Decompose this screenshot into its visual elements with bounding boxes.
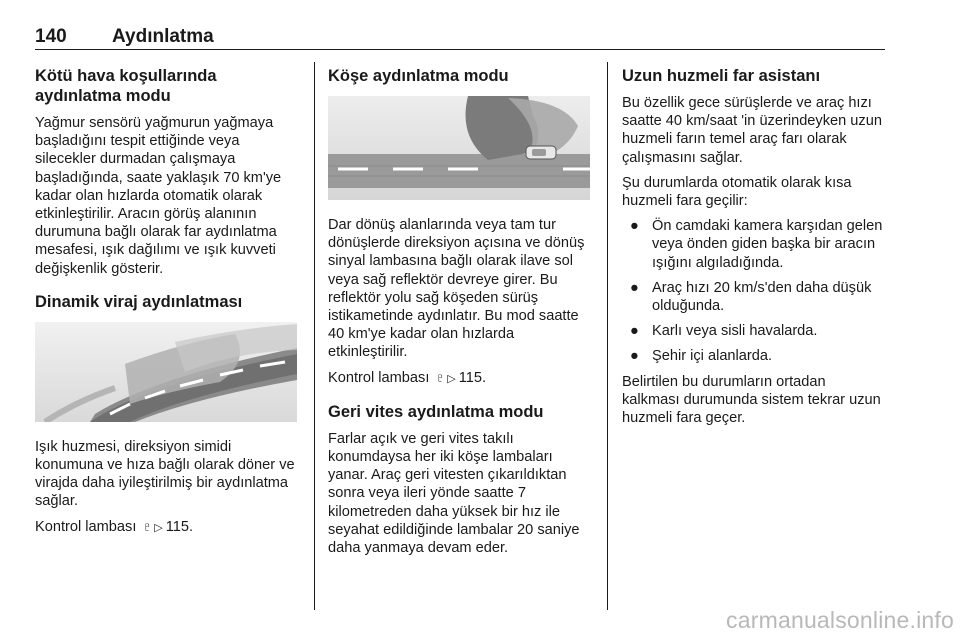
list-item: ● Şehir içi alanlarda. — [630, 348, 773, 365]
bullet-icon: ● — [630, 348, 639, 365]
column-divider — [314, 62, 315, 610]
section-body: Yağmur sensörü yağmurun yağmaya başladığını tespit ettiğinde veya silecekler durmadan çalışmaya başladığında, saate yaklaşık 70 km'ye kadar olan hızlarda otomatik olarak etkinleştirilir. Aracın görüş alanının durumuna bağlı olarak far aydınlatma mesafesi, ışık dağılımı ve ışık kuvveti değişkenlik gösterir. — [35, 115, 282, 277]
chapter-title: Aydınlatma — [112, 26, 214, 47]
section-body: Belirtilen bu durumların ortadan kalkması durumunda sistem tekrar uzun huzmeli fara geçer. — [622, 373, 881, 427]
page-number: 140 — [35, 26, 67, 47]
bullet-icon: ● — [630, 323, 639, 340]
watermark: carmanualsonline.info — [726, 607, 954, 633]
control-lamp-ref: Kontrol lambası ♇ ▷ 115. — [328, 369, 593, 388]
control-lamp-ref: Kontrol lambası ♇ ▷ 115. — [35, 518, 300, 537]
list-item: ● Araç hızı 20 km/s'den daha düşük olduğunda. — [630, 279, 872, 315]
section-body: Bu özellik gece sürüşlerde ve araç hızı saatte 40 km/saat 'in üzerindeyken uzun huzmeli farın temel araç farı olarak çalışmasını sağlar. — [622, 95, 882, 166]
section-body: Dar dönüş alanlarında veya tam tur dönüşlerde direksiyon açısına ve dönüş sinyal lambasına bağlı olarak ilave sol veya sağ reflektör devreye girer. Bu reflektör yolu sağ köşeden sürüş istikametinde aydınlatır. Bu mod saatte 40 km'ye kadar olan hızlarda etkinleştirilir. — [328, 217, 585, 361]
reference-arrow-icon: ▷ — [154, 521, 163, 534]
section-body: Işık huzmesi, direksiyon simidi konumuna ve hıza bağlı olarak döner ve virajda daha iyileştirilmiş bir aydınlatma sağlar. — [35, 438, 295, 510]
reference-arrow-icon: ▷ — [447, 372, 456, 385]
list-item: ● Karlı veya sisli havalarda. — [630, 323, 818, 340]
list-intro: Şu durumlarda otomatik olarak kısa huzmeli fara geçilir: — [622, 174, 852, 210]
dynamic-curve-light-illustration — [35, 322, 300, 422]
headlamp-indicator-icon: ♇ — [435, 369, 446, 385]
column-right — [622, 66, 887, 434]
list-item: ● Ön camdaki kamera karşıdan gelen veya önden giden başka bir aracın ışığını algıladığında. — [630, 218, 883, 271]
section-title: Geri vites aydınlatma modu — [328, 402, 544, 421]
column-divider — [607, 62, 608, 610]
headlamp-indicator-icon: ♇ — [142, 518, 153, 534]
header-rule — [35, 49, 885, 50]
section-title: Uzun huzmeli far asistanı — [622, 67, 821, 85]
bullet-icon: ● — [630, 218, 639, 235]
bullet-icon: ● — [630, 279, 639, 296]
column-middle — [328, 66, 593, 564]
section-title: Kötü hava koşullarında aydınlatma modu — [35, 67, 217, 105]
condition-list — [622, 217, 887, 365]
section-title: Köşe aydınlatma modu — [328, 67, 509, 85]
section-body: Farlar açık ve geri vites takılı konumdaysa her iki köşe lambaları yanar. Araç geri vitesten çıkarıldıktan sonra veya ileri yönde saatte 7 kilometreden daha yüksek bir hız ile seyahat edildiğinde lambalar 20 saniye daha yanmaya devam eder. — [328, 430, 580, 557]
section-title: Dinamik viraj aydınlatması — [35, 292, 243, 311]
cornering-light-illustration — [328, 96, 593, 200]
column-left — [35, 66, 300, 544]
